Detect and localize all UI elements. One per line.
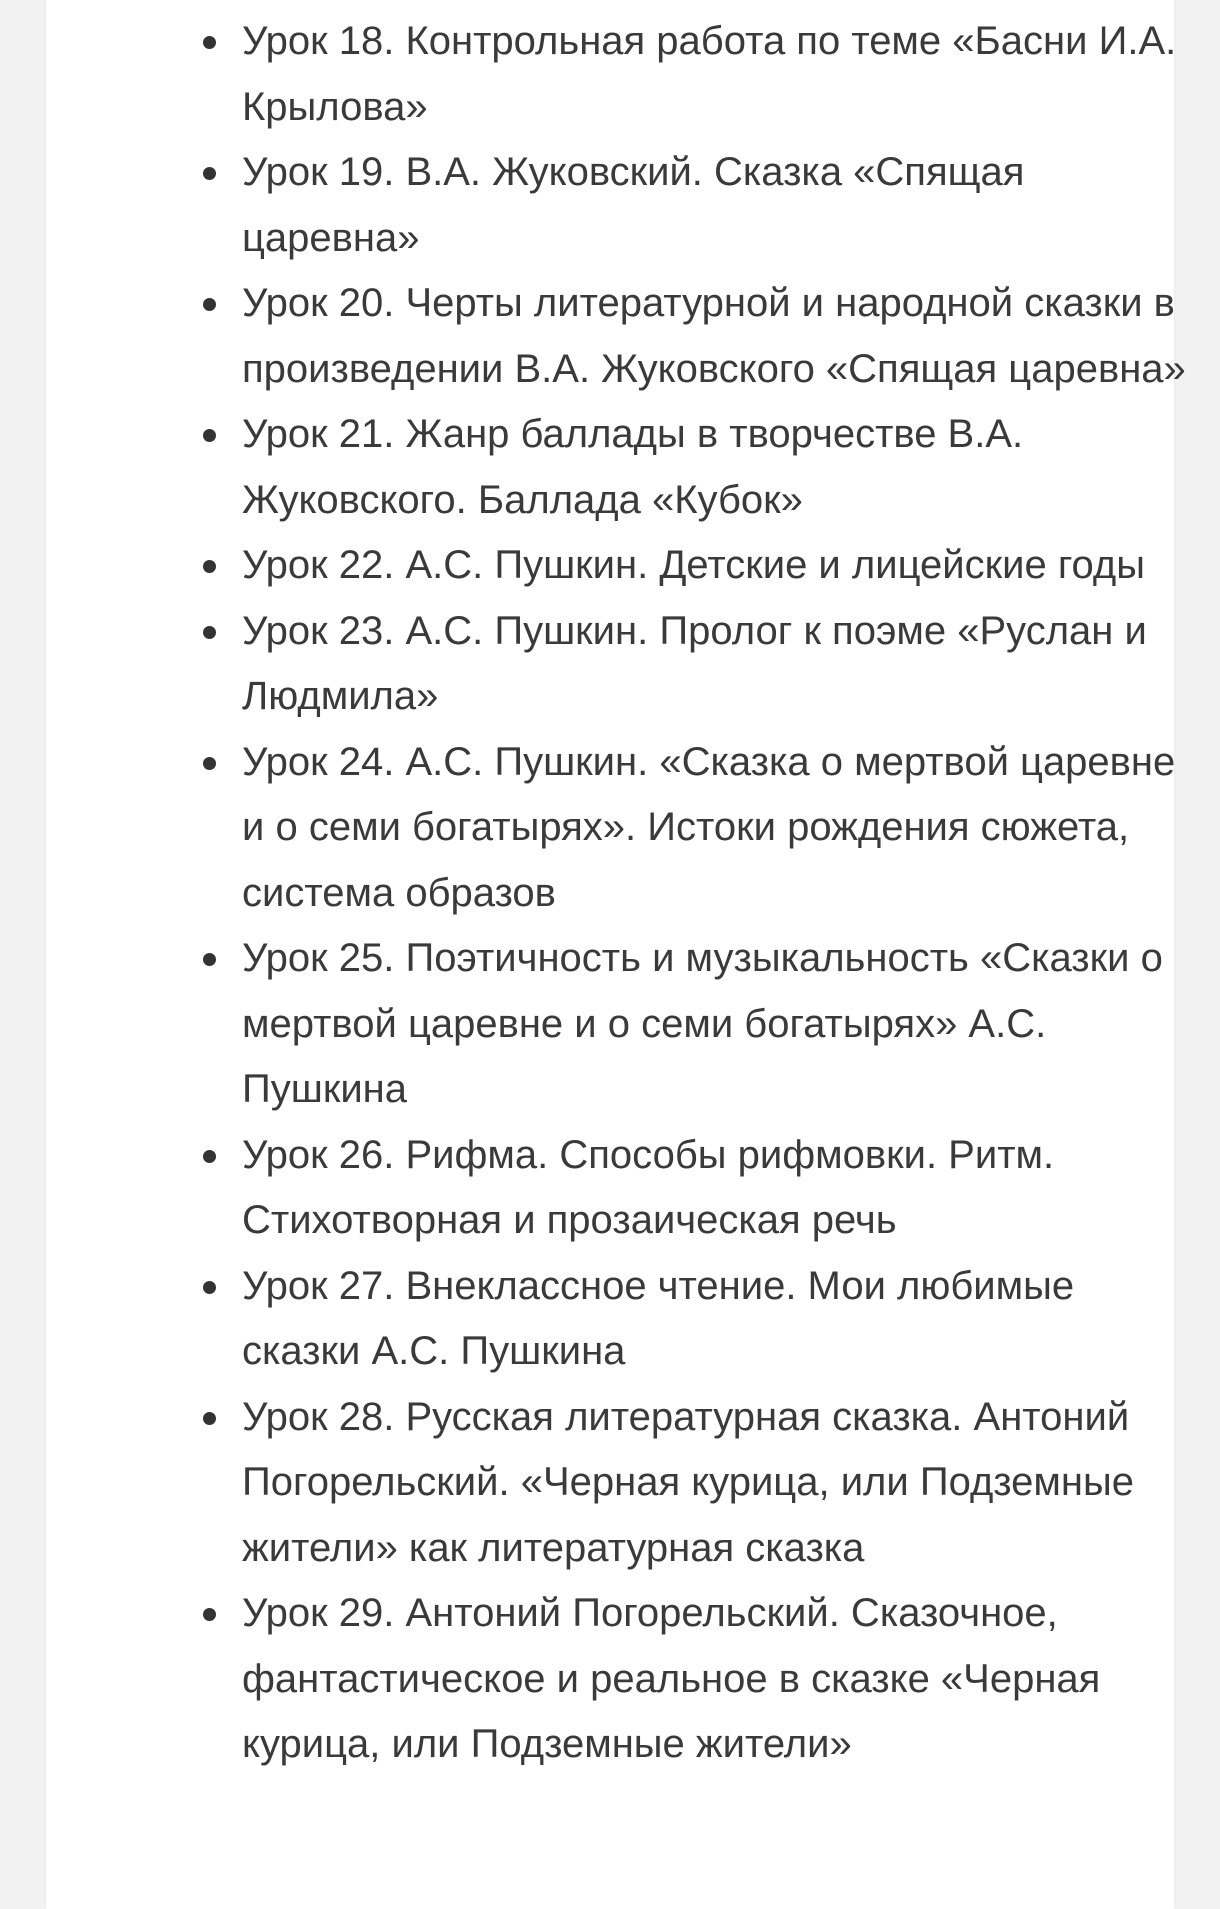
bullet-dot-icon [203,1412,216,1425]
lesson-item[interactable] [196,599,1196,730]
lesson-title: Урок 24. А.С. Пушкин. «Сказка о мертвой царевне и о семи богатырях». Истоки рождения сюжета, система образов [242,739,1176,915]
lesson-title: Урок 18. Контрольная работа по теме «Басни И.А. Крылова» [242,19,1177,129]
lesson-item[interactable] [196,9,1196,140]
bullet-dot-icon [203,626,216,639]
lesson-title: Урок 22. А.С. Пушкин. Детские и лицейские годы [242,543,1145,587]
content-card [46,0,1186,1909]
lesson-item[interactable] [196,140,1196,271]
lesson-item[interactable] [196,926,1196,1123]
bullet-dot-icon [203,953,216,966]
bullet-dot-icon [203,167,216,180]
lesson-item[interactable] [196,533,1196,599]
lesson-title: Урок 19. В.А. Жуковский. Сказка «Спящая царевна» [242,150,1025,260]
lesson-item[interactable] [196,1581,1196,1778]
lesson-item[interactable] [196,1123,1196,1254]
bullet-dot-icon [203,1150,216,1163]
bullet-dot-icon [203,298,216,311]
lesson-list [196,9,1196,1778]
lesson-title: Урок 20. Черты литературной и народной сказки в произведении В.А. Жуковского «Спящая царевна» [242,281,1186,391]
lesson-title: Урок 26. Рифма. Способы рифмовки. Ритм. Стихотворная и прозаическая речь [242,1132,1055,1242]
bullet-dot-icon [203,36,216,49]
lesson-item[interactable] [196,402,1196,533]
bullet-dot-icon [203,757,216,770]
lesson-item[interactable] [196,730,1196,927]
lesson-title: Урок 25. Поэтичность и музыкальность «Сказки о мертвой царевне и о семи богатырях» А.С. Пушкина [242,936,1163,1111]
bullet-dot-icon [203,429,216,442]
lesson-item[interactable] [196,1254,1196,1385]
bullet-dot-icon [203,560,216,573]
lesson-title: Урок 27. Внеклассное чтение. Мои любимые сказки А.С. Пушкина [242,1263,1075,1373]
lesson-item[interactable] [196,1385,1196,1582]
lesson-item[interactable] [196,271,1196,402]
lesson-title: Урок 28. Русская литературная сказка. Антоний Погорельский. «Черная курица, или Подземные жители» как литературная сказка [242,1394,1135,1570]
lesson-title: Урок 23. А.С. Пушкин. Пролог к поэме «Руслан и Людмила» [242,608,1147,718]
lesson-title: Урок 29. Антоний Погорельский. Сказочное, фантастическое и реальное в сказке «Черная курица, или Подземные жители» [242,1591,1101,1766]
bullet-dot-icon [203,1281,216,1294]
bullet-dot-icon [203,1608,216,1621]
lesson-title: Урок 21. Жанр баллады в творчестве В.А. Жуковского. Баллада «Кубок» [242,412,1024,522]
